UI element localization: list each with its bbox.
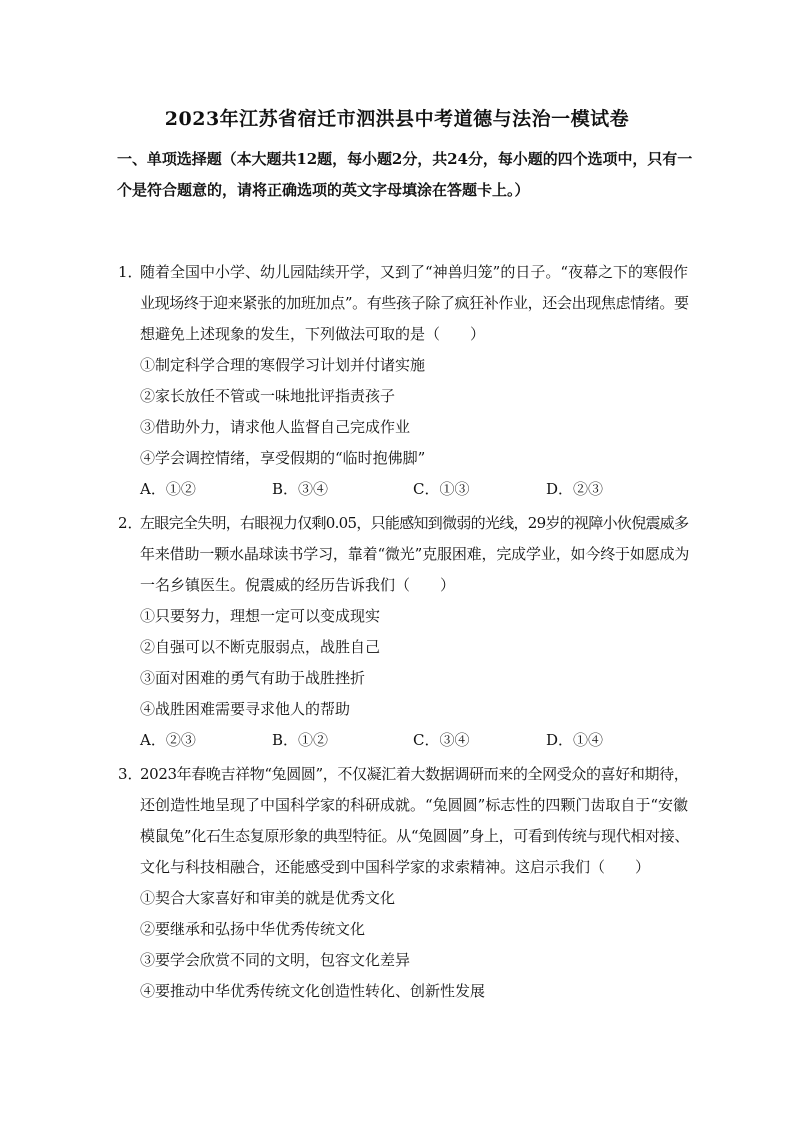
statement-item: ①契合大家喜好和审美的就是优秀文化 xyxy=(140,889,396,907)
question-text-line: 文化与科技相融合，还能感受到中国科学家的求索精神。这启示我们（ ） xyxy=(140,858,651,876)
section-heading-line: 一、单项选择题（本大题共12题，每小题2分，共24分，每小题的四个选项中，只有一 xyxy=(117,150,693,168)
statement-item: ②要继承和弘扬中华优秀传统文化 xyxy=(140,920,366,938)
statement-item: ②家长放任不管或一味地批评指责孩子 xyxy=(140,387,396,405)
answer-option-a: A．②③ xyxy=(140,731,196,749)
question-text-line: 模鼠兔”化石生态复原形象的典型特征。从“兔圆圆”身上，可看到传统与现代相对接、 xyxy=(140,827,689,845)
answer-option-c: C．③④ xyxy=(413,731,470,749)
statement-item: ③面对困难的勇气有助于战胜挫折 xyxy=(140,669,366,687)
statement-item: ③要学会欣赏不同的文明，包容文化差异 xyxy=(140,951,411,969)
question-text-line: 还创造性地呈现了中国科学家的科研成就。“兔圆圆”标志性的四颗门齿取自于“安徽 xyxy=(140,796,689,814)
statement-item: ①只要努力，理想一定可以变成现实 xyxy=(140,607,381,625)
question-number: 3． xyxy=(118,765,143,783)
statement-item: ④战胜困难需要寻求他人的帮助 xyxy=(140,700,351,718)
section-heading xyxy=(117,144,693,206)
answer-option-b: B．①② xyxy=(272,731,329,749)
question-text-line: 随着全国中小学、幼儿园陆续开学，又到了“神兽归笼”的日子。“夜幕之下的寒假作 xyxy=(140,263,689,281)
question-text-line: 2023年春晚吉祥物“兔圆圆”，不仅凝汇着大数据调研而来的全网受众的喜好和期待， xyxy=(140,765,689,783)
answer-option-d: D．①④ xyxy=(546,731,604,749)
question-number: 2． xyxy=(118,514,143,532)
answer-option-c: C．①③ xyxy=(413,480,470,498)
question-text-line: 左眼完全失明，右眼视力仅剩0.05，只能感知到微弱的光线，29岁的视障小伙倪震威多 xyxy=(140,514,689,532)
section-heading-line: 个是符合题意的，请将正确选项的英文字母填涂在答题卡上。） xyxy=(117,181,530,199)
statement-item: ②自强可以不断克服弱点，战胜自己 xyxy=(140,638,381,656)
answer-option-b: B．③④ xyxy=(272,480,329,498)
question-number: 1． xyxy=(118,263,143,281)
answer-option-a: A．①② xyxy=(140,480,196,498)
question-text-line: 年来借助一颗水晶球读书学习，靠着“微光”克服困难，完成学业，如今终于如愿成为 xyxy=(140,545,690,563)
question-text-line: 业现场终于迎来紧张的加班加点”。有些孩子除了疯狂补作业，还会出现焦虑情绪。要 xyxy=(140,294,689,312)
statement-item: ④学会调控情绪，享受假期的“临时抱佛脚” xyxy=(140,449,426,467)
answer-option-d: D．②③ xyxy=(546,480,604,498)
question-text-line: 一名乡镇医生。倪震威的经历告诉我们（ ） xyxy=(140,576,456,594)
page-title: 2023年江苏省宿迁市泗洪县中考道德与法治一模试卷 xyxy=(164,108,630,130)
statement-item: ③借助外力，请求他人监督自己完成作业 xyxy=(140,418,411,436)
statement-item: ①制定科学合理的寒假学习计划并付诸实施 xyxy=(140,356,426,374)
question-text-line: 想避免上述现象的发生，下列做法可取的是（ ） xyxy=(140,325,486,343)
statement-item: ④要推动中华优秀传统文化创造性转化、创新性发展 xyxy=(140,982,486,1000)
